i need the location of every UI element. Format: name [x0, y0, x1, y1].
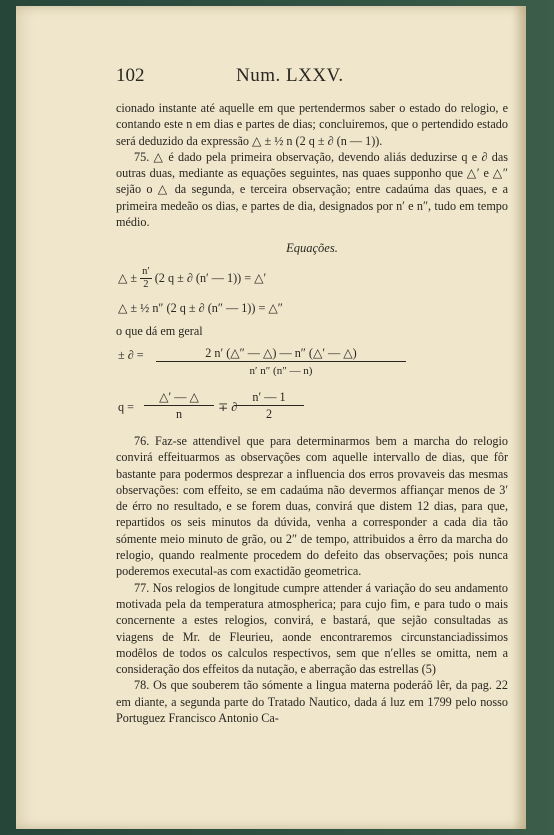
eq4-f1-numerator: △′ — △: [144, 389, 214, 406]
paragraph-77: 77. Nos relogios de longitude cumpre attender á variação do seu andamento motivada pela da temperatura atmospherica; para cujo fim, e para tudo o mais concernente a estes relogios, convirá, e bastará, que sejão consultadas as viagens de Mr. de Fleurieu, aonde encontraremos circunstanciadissimos modêlos de todos os calculos respectivos, sem que n′elles se omitta, nem a consideração dos effeitos da nutação, e aberração das estrellas (5): [116, 580, 508, 677]
eq1-rest: (2 q ± ∂ (n′ — 1)) = △′: [154, 270, 267, 285]
paragraph-78: 78. Os que souberem tão sómente a lingua materna poderáõ lêr, da pag. 22 em diante, a segunda parte do Tratado Nautico, dada á luz em 1799 pelo nosso Portuguez Francisco Antonio Ca-: [116, 678, 508, 726]
body-text: [116, 100, 508, 726]
eq1-prefix: △ ±: [118, 270, 138, 285]
eq4-operator: ∓ ∂: [218, 399, 238, 414]
equation-1: [116, 263, 508, 293]
eq4-f2-denominator: 2: [265, 406, 273, 421]
paragraph-75: 75. △ é dado pela primeira observação, devendo aliás deduzirse q e ∂ das outras duas, mediante as equações seguintes, nas quaes supponho que △′ e △″ sejão o △ da segunda, e terceira observação; entre cadaúma das quaes, e a primeira medeão os dias, e partes de dia, designados por n′ e n″, tudo em tempo médio.: [116, 149, 508, 230]
eq3-numerator: 2 n′ (△″ — △) — n″ (△′ — △): [156, 345, 406, 362]
eq4-lhs: q =: [118, 399, 135, 414]
eq4-fraction-2: [234, 389, 304, 422]
equations-heading: Equações.: [286, 241, 338, 256]
page-spine-shadow: [512, 6, 526, 829]
eq4-fraction-1: [144, 389, 214, 422]
eq1-fraction: [140, 266, 152, 291]
eq3-lhs: ± ∂ =: [118, 347, 144, 362]
paragraph-76: 76. Faz-se attendivel que para determinarmos bem a marcha do relogio convirá effeituarmos as observações com aquelle intervallo de dias, que fôr bastante para podermos desprezar a influencia dos erros provaveis das mesmas observações: com effeito, se em cadaúma não devermos affiançar menos de 3′ de érro no resultado, e se forem duas, convirá que distem 12 dias, para que, repartidos os seis minutos da dúvida, venha a corresponder a cada dia tão sómente meio minuto de grão, ou 2″ de tempo, attribuidos a êrro da marcha do relogio, quando realmente procedem do defeito das observações; pois nunca poderemos executal-as com exactidão geometrica.: [116, 433, 508, 579]
eq3-denominator: n′ n″ (n″ — n): [249, 364, 313, 377]
equation-4: [116, 387, 508, 427]
eq1-fraction-denominator: 2: [143, 279, 149, 291]
paragraph-intro: cionado instante até aquelle em que pertendermos saber o estado do relogio, e contando este n em dias e partes de dias; concluiremos, que o pertendido estado será deduzido da expressão △ ± ½ n (2 q ± ∂ (n — 1)).: [116, 101, 508, 148]
page-number: 102: [116, 65, 145, 86]
eq4-f1-denominator: n: [175, 406, 183, 421]
equation-2: △ ± ½ n″ (2 q ± ∂ (n″ — 1)) = △″: [118, 300, 283, 315]
running-header: [116, 65, 406, 91]
equation-3: [116, 343, 508, 381]
issue-number: Num. LXXV.: [236, 65, 344, 86]
general-label: o que dá em geral: [116, 323, 203, 338]
eq1-fraction-numerator: n′: [142, 266, 150, 278]
eq4-f2-numerator: n′ — 1: [234, 389, 304, 406]
